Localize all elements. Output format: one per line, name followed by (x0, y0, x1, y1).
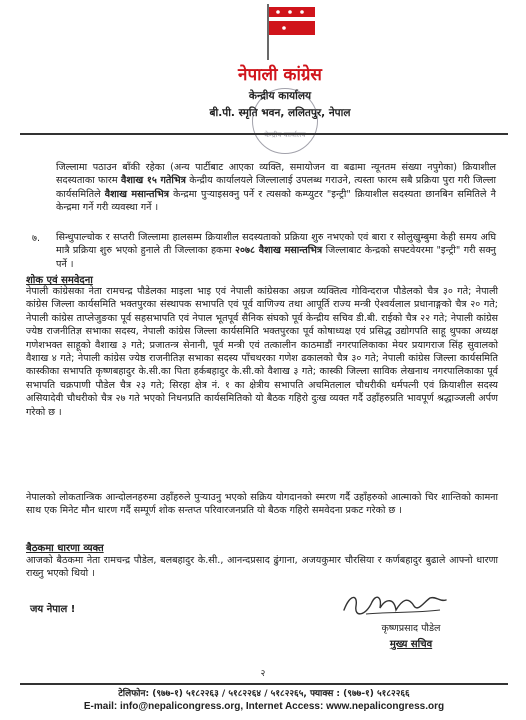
stamp-text: केन्द्रीय कार्यालय (264, 131, 306, 139)
footer-phone: टेलिफोन: (९७७-१) ५१८२२६३ / ५१८२२६४ / ५१८२२६५, फ्याक्स : (९७७-१) ५१८२२६६ (118, 689, 410, 699)
organization-name: नेपाली कांग्रेस (238, 65, 322, 85)
page-number: २ (260, 669, 266, 679)
signatory-title: मुख्य सचिव (389, 639, 433, 650)
party-flag-logo (262, 2, 322, 62)
handwritten-signature (336, 588, 456, 622)
item-6-paragraph: जिल्लामा पठाउन बाँकी रहेका (अन्य पार्टीबाट आएका व्यक्ति, समायोजन वा बढामा न्यूनतम संख्या नपुगेका) क्रियाशील सदस्यताका फारम वैशाख १५ गतेभित्र केन्द्रीय कार्यालयले जिल्लालाई उपलब्ध गराउने, त्यस्ता फारम सबै प्रक्रिया पुरा गरी जिल्ला कार्यसमितिले वैशाख मसान्तभित्र केन्द्रमा पुऱ्याइसक्नु पर्ने र त्यसको कम्प्युटर "इन्ट्री" क्रियाशील सदस्यता छानबिन समितिले नै केन्द्रमा गर्ने गरी व्यवस्था गर्ने । (56, 162, 496, 214)
item-7-paragraph: सिन्धुपाल्चोक र सप्तरी जिल्लामा हालसम्म क्रियाशील सदस्यताको प्रक्रिया शुरु नभएको एवं बारा र सोलुखुम्बुमा केही समय अघि मात्रै प्रक्रिया शुरु भएको हुनाले ती जिल्लाका हकमा २०७८ वैशाख मसान्तभित्र जिल्लाबाट केन्द्रको सफ्टवेयरमा "इन्ट्री" गरी सक्नु पर्ने । (56, 232, 496, 270)
office-stamp (252, 88, 318, 154)
condolence-heading: शोक एवं समवेदना (26, 275, 93, 286)
header-divider (20, 133, 508, 135)
office-address: बी.पी. स्मृति भवन, ललितपुर, नेपाल (209, 107, 351, 119)
footer-divider (20, 683, 508, 685)
signatory-name: कृष्णप्रसाद पौडेल (381, 623, 441, 634)
tribute-paragraph: नेपालको लोकतान्त्रिक आन्दोलनहरुमा उहाँहरुले पुऱ्याउनु भएको सक्रिय योगदानको स्मरण गर्दै उहाँहरुको आत्माको चिर शान्तिको कामना साथ एक मिनेट मौन धारण गर्दै सम्पूर्ण शोक सन्तप्त परिवारजनप्रति यो बैठक गहिरो समवेदना प्रकट गरेको छ । (26, 492, 498, 517)
office-name: केन्द्रीय कार्यालय (248, 90, 312, 102)
salutation: जय नेपाल ! (30, 604, 76, 615)
condolence-paragraph: नेपाली कांग्रेसका नेता रामचन्द्र पौडेलका माइला भाइ एवं नेपाली कांग्रेसका अग्रज व्यक्तित्व गोविन्दराज पौडेलको चैत्र ३० गते; नेपाली कांग्रेस जिल्ला कार्यसमिति भक्तपुरका संस्थापक सभापति एवं पूर्व वाणिज्य तथा आपूर्ति राज्य मन्त्री ऐश्वर्यलाल प्रधानाङ्गको चैत्र २० गते; नेपाली कांग्रेस ताप्लेजुङका पूर्व सहसभापति एवं नेपाल भूतपूर्व सैनिक संघको पूर्व केन्द्रीय सचिव डी.बी. राईको चैत्र २२ गते; नेपाली कांग्रेस ज्येष्ठ राजनीतिज्ञ सभाका सदस्य, नेपाली कांग्रेस जिल्ला कार्यसमिति भक्तपुरका पूर्व कोषाध्यक्ष एवं प्रसिद्ध उद्योगपति साहू थुपका अध्यक्ष गणेशभक्त साहूको वैशाख ३ गते; प्रजातन्त्र सेनानी, पूर्व मन्त्री एवं तत्कालीन काठमाडौं नगरपालिकाका मेयर प्रयागराज सिंह सुवालको वैशाख ४ गते; नेपाली कांग्रेस ज्येष्ठ राजनीतिज्ञ सभाका सदस्य पाँचथरका गणेश ढकालको चैत्र ३० गते; नेपाली कांग्रेस जिल्ला कार्यसमिति कास्कीका सभापति कृष्णबहादुर के.सी.का पिता हर्कबहादुर के.सी.को वैशाख ३ गते; कास्की जिल्ला साविक लेखनाथ नगरपालिकाका पूर्व सभापति चक्रपाणी पौडेल चैत्र २३ गते; सिरहा क्षेत्र नं. १ का क्षेत्रीय सभापति अचमितलाल चौधरीकी धर्मपत्नी एवं क्रियाशील सदस्य असियादेवी चौधरीको चैत्र २७ गते भएको निधनप्रति कार्यसमितिको यो बैठक गहिरो दुःख व्यक्त गर्दै उहाँहरुप्रति भावपूर्ण श्रद्धाञ्जली अर्पण गरेको छ । (26, 286, 498, 418)
footer-email: E-mail: info@nepalicongress.org, Internet Access: www.nepalicongress.org (83, 701, 445, 712)
item-7-number: ७. (32, 233, 41, 244)
opinions-heading: बैठकमा धारणा व्यक्त (26, 543, 104, 554)
opinions-paragraph: आजको बैठकमा नेता रामचन्द्र पौडेल, बलबहादुर के.सी., आनन्दप्रसाद ढुंगाना, अजयकुमार चौरसिया र कर्णबहादुर बुढाले आफ्नो धारणा राख्नु भएको थियो । (26, 555, 498, 580)
